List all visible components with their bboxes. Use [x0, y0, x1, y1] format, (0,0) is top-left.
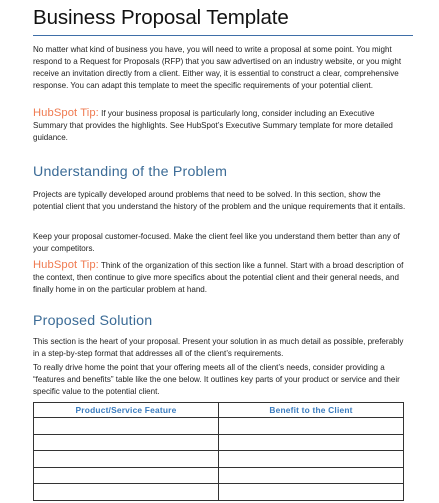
solution-paragraph-2: To really drive home the point that your offering meets all of the client’s needs, consider providing a “features and benefits” table like the one below. It outlines key parts of your product or service and their specific value to the potential client. [33, 363, 400, 396]
tip-text: If your business proposal is particularly long, consider including an Executive Summary that provides the highlights. See HubSpot’s Executive Summary template for more detailed guidance. [33, 109, 393, 142]
features-benefits-table [33, 402, 404, 501]
table-cell[interactable] [219, 434, 404, 451]
column-header-feature: Product/Service Feature [34, 403, 219, 418]
tip-label: HubSpot Tip: [33, 107, 99, 119]
tip-label: HubSpot Tip: [33, 259, 99, 271]
understanding-paragraph-1: Projects are typically developed around problems that need to be solved. In this section, show the potential client that you understand the history of the problem and the unique requirements that it entails. [33, 190, 406, 211]
table-cell[interactable] [34, 484, 219, 501]
table-header-row [34, 403, 404, 418]
table-cell[interactable] [219, 467, 404, 484]
column-header-benefit: Benefit to the Client [219, 403, 404, 418]
table-row [34, 451, 404, 468]
table-row [34, 467, 404, 484]
section-heading-understanding: Understanding of the Problem [33, 164, 228, 180]
table-cell[interactable] [219, 418, 404, 435]
section-heading-proposed-solution: Proposed Solution [33, 313, 153, 329]
table-cell[interactable] [34, 434, 219, 451]
table-cell[interactable] [219, 484, 404, 501]
hubspot-tip-executive-summary [33, 107, 411, 144]
table-row [34, 484, 404, 501]
hubspot-tip-funnel [33, 259, 411, 296]
tip-text: Think of the organization of this section like a funnel. Start with a broad description of the context, then continue to give more specifics about the potential client and their general needs, and finally home in on the particular problem at hand. [33, 261, 404, 294]
document-title: Business Proposal Template [33, 6, 289, 29]
table-cell[interactable] [34, 467, 219, 484]
solution-paragraph-1: This section is the heart of your proposal. Present your solution in as much detail as possible, preferably in a step-by-step format that addresses all of the client’s requirements. [33, 337, 404, 358]
intro-paragraph: No matter what kind of business you have, you will need to write a proposal at some point. You might respond to a Request for Proposals (RFP) that you saw advertised on an industry website, or you might receive an invitation directly from a client. Either way, it is essential to construct a clear, comprehensive response. You can adapt this template to meet the specific requirements of your potential client. [33, 45, 402, 90]
understanding-paragraph-2: Keep your proposal customer-focused. Make the client feel like you understand them better than any of your competitors. [33, 232, 400, 253]
table-cell[interactable] [34, 418, 219, 435]
table-row [34, 434, 404, 451]
table-cell[interactable] [34, 451, 219, 468]
table-row [34, 418, 404, 435]
title-underline [33, 35, 413, 36]
table-cell[interactable] [219, 451, 404, 468]
